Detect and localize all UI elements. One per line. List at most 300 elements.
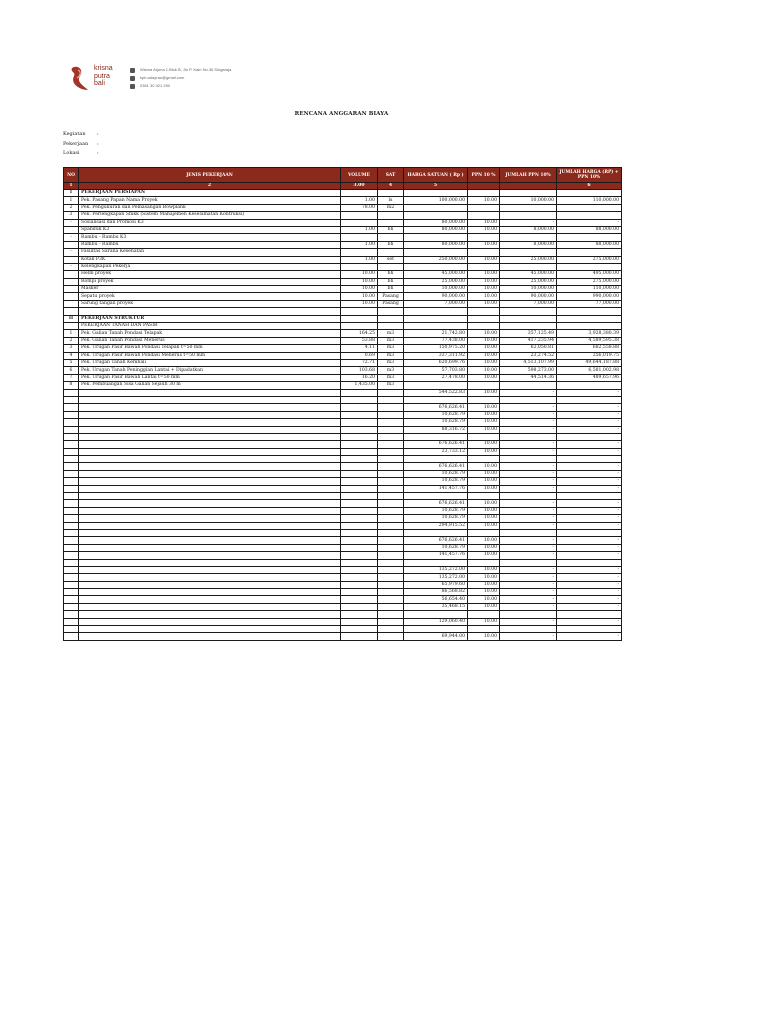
cell-ppn bbox=[468, 190, 500, 197]
table-row bbox=[64, 323, 622, 330]
cell-ppn: 10.00 bbox=[468, 574, 500, 581]
cell-jumlah-harga: - bbox=[557, 411, 622, 418]
cell-jenis bbox=[79, 589, 341, 596]
table-row bbox=[64, 271, 622, 278]
table-row bbox=[64, 596, 622, 603]
cell-no bbox=[64, 529, 79, 536]
cell-ppn: 10.00 bbox=[468, 404, 500, 411]
cell-no bbox=[64, 396, 79, 403]
cell-jumlah-ppn: 25,000.00 bbox=[500, 256, 557, 263]
cell-ppn: 10.00 bbox=[468, 507, 500, 514]
cell-jumlah-ppn: - bbox=[500, 426, 557, 433]
cell-no bbox=[64, 226, 79, 233]
cell-sat: Pasang bbox=[378, 293, 404, 300]
cell-jumlah-ppn: - bbox=[500, 404, 557, 411]
table-row bbox=[64, 359, 622, 366]
table-row bbox=[64, 566, 622, 573]
cell-jumlah-harga: - bbox=[557, 500, 622, 507]
cell-jumlah-harga: 275,000.00 bbox=[557, 278, 622, 285]
cell-volume bbox=[341, 219, 378, 226]
mail-icon bbox=[130, 76, 135, 81]
cell-harga: 23,733.12 bbox=[404, 448, 468, 455]
table-row bbox=[64, 485, 622, 492]
cell-jenis bbox=[79, 389, 341, 396]
cell-jenis bbox=[79, 566, 341, 573]
cell-volume bbox=[341, 485, 378, 492]
col-harga-satuan: HARGA SATUAN ( Rp ) bbox=[404, 168, 468, 183]
cell-ppn: 10.00 bbox=[468, 374, 500, 381]
col-ppn: PPN 10 % bbox=[468, 168, 500, 183]
cell-volume: 10.00 bbox=[341, 293, 378, 300]
cell-no bbox=[64, 566, 79, 573]
cell-ppn: 10.00 bbox=[468, 633, 500, 640]
cell-sat bbox=[378, 234, 404, 241]
cell-volume bbox=[341, 190, 378, 197]
cell-volume bbox=[341, 308, 378, 315]
table-row bbox=[64, 470, 622, 477]
cell-no: I bbox=[64, 190, 79, 197]
cell-jumlah-ppn: - bbox=[500, 470, 557, 477]
meta-lokasi: Lokasi : bbox=[63, 150, 99, 156]
cell-jenis bbox=[79, 470, 341, 477]
cell-no: 6 bbox=[64, 367, 79, 374]
cell-jumlah-ppn: 10,000.00 bbox=[500, 286, 557, 293]
cell-jumlah-harga: 3,928,380.39 bbox=[557, 330, 622, 337]
cell-harga: 65,979.60 bbox=[404, 581, 468, 588]
company-address: Wisma Arjuna 1.Blok B, Jln P. Kain No.36 Singaraja bbox=[140, 67, 232, 72]
cell-jumlah-ppn: - bbox=[500, 441, 557, 448]
cell-sat: bh bbox=[378, 226, 404, 233]
table-row bbox=[64, 286, 622, 293]
cell-jumlah-ppn bbox=[500, 234, 557, 241]
cell-harga: 35,468.15 bbox=[404, 603, 468, 610]
table-row bbox=[64, 367, 622, 374]
cell-volume bbox=[341, 433, 378, 440]
cell-no bbox=[64, 537, 79, 544]
cell-harga: 10,628.79 bbox=[404, 544, 468, 551]
cell-sat bbox=[378, 626, 404, 633]
cell-volume bbox=[341, 470, 378, 477]
cell-ppn: 10.00 bbox=[468, 352, 500, 359]
cell-no bbox=[64, 441, 79, 448]
cell-jenis: Pek. Urugan Pasir Bawah Pondasi Menerus t=50 mm bbox=[79, 352, 341, 359]
cell-sat bbox=[378, 507, 404, 514]
table-row bbox=[64, 478, 622, 485]
cell-jenis: Kelengkapan Pekerja bbox=[79, 263, 341, 270]
cell-sat bbox=[378, 448, 404, 455]
cell-sat bbox=[378, 463, 404, 470]
cell-harga: 676,626.41 bbox=[404, 463, 468, 470]
cell-ppn bbox=[468, 249, 500, 256]
cell-sat: m3 bbox=[378, 359, 404, 366]
cell-volume bbox=[341, 507, 378, 514]
cell-jumlah-harga bbox=[557, 323, 622, 330]
cell-sat bbox=[378, 500, 404, 507]
cell-jumlah-harga: 682,558.88 bbox=[557, 345, 622, 352]
cell-ppn: 10.00 bbox=[468, 566, 500, 573]
cell-jumlah-harga: 275,000.00 bbox=[557, 256, 622, 263]
cell-ppn bbox=[468, 493, 500, 500]
col-jenis-pekerjaan: JENIS PEKERJAAN bbox=[79, 168, 341, 183]
cell-volume bbox=[341, 323, 378, 330]
cell-ppn: 10.00 bbox=[468, 596, 500, 603]
cell-harga bbox=[404, 323, 468, 330]
cell-jumlah-harga: 489,657.96 bbox=[557, 374, 622, 381]
cell-sat bbox=[378, 529, 404, 536]
cell-no: 1 bbox=[64, 197, 79, 204]
cell-ppn: 10.00 bbox=[468, 419, 500, 426]
cell-volume: 164.25 bbox=[341, 330, 378, 337]
table-row bbox=[64, 411, 622, 418]
cell-volume bbox=[341, 529, 378, 536]
cell-no bbox=[64, 485, 79, 492]
cell-jenis: PEKERJAAN TANAH DAN PASIR bbox=[79, 323, 341, 330]
cell-jenis bbox=[79, 581, 341, 588]
cell-jumlah-harga: 495,000.00 bbox=[557, 271, 622, 278]
cell-sat bbox=[378, 249, 404, 256]
cell-no bbox=[64, 308, 79, 315]
cell-ppn: 10.00 bbox=[468, 589, 500, 596]
cell-volume: 1.00 bbox=[341, 241, 378, 248]
cell-volume bbox=[341, 633, 378, 640]
cell-jenis: PEKERJAAN STRUKTUR bbox=[79, 315, 341, 322]
table-row bbox=[64, 374, 622, 381]
cell-no: 4 bbox=[64, 352, 79, 359]
cell-jenis bbox=[79, 603, 341, 610]
cell-jenis bbox=[79, 404, 341, 411]
cell-no: 2 bbox=[64, 204, 79, 211]
cell-jenis: Spanduk K3 bbox=[79, 226, 341, 233]
cell-volume: 1,435.00 bbox=[341, 382, 378, 389]
cell-volume bbox=[341, 263, 378, 270]
cell-no bbox=[64, 507, 79, 514]
table-row bbox=[64, 463, 622, 470]
cell-harga: 69,944.00 bbox=[404, 633, 468, 640]
cell-jumlah-ppn: - bbox=[500, 500, 557, 507]
cell-sat bbox=[378, 404, 404, 411]
cell-ppn: 10.00 bbox=[468, 470, 500, 477]
table-row bbox=[64, 456, 622, 463]
cell-harga bbox=[404, 190, 468, 197]
cell-jumlah-ppn bbox=[500, 456, 557, 463]
col-no: NO bbox=[64, 168, 79, 183]
cell-harga: 141,457.76 bbox=[404, 552, 468, 559]
cell-volume bbox=[341, 448, 378, 455]
cell-volume: 10.00 bbox=[341, 271, 378, 278]
table-row bbox=[64, 404, 622, 411]
cell-jumlah-harga bbox=[557, 315, 622, 322]
cell-no bbox=[64, 589, 79, 596]
col-jumlah-ppn: JUMLAH PPN 10% bbox=[500, 168, 557, 183]
cell-ppn: 10.00 bbox=[468, 293, 500, 300]
cell-jumlah-ppn: 8,000.00 bbox=[500, 241, 557, 248]
cell-volume: 53.88 bbox=[341, 337, 378, 344]
cell-volume: 10.00 bbox=[341, 286, 378, 293]
cell-no bbox=[64, 448, 79, 455]
document-title: RENCANA ANGGARAN BIAYA bbox=[294, 111, 389, 117]
table-row bbox=[64, 426, 622, 433]
cell-jumlah-harga: 77,000.00 bbox=[557, 300, 622, 307]
cell-jumlah-ppn: - bbox=[500, 485, 557, 492]
table-row bbox=[64, 618, 622, 625]
table-row bbox=[64, 278, 622, 285]
cell-jumlah-ppn bbox=[500, 493, 557, 500]
cell-volume bbox=[341, 611, 378, 618]
cell-jenis: Fasilitas Sarana Kesehatan bbox=[79, 249, 341, 256]
cell-jumlah-harga: - bbox=[557, 219, 622, 226]
cell-jumlah-harga: - bbox=[557, 389, 622, 396]
cell-jumlah-harga bbox=[557, 493, 622, 500]
cell-sat bbox=[378, 308, 404, 315]
cell-ppn: 10.00 bbox=[468, 286, 500, 293]
cell-ppn: 10.00 bbox=[468, 537, 500, 544]
cell-jumlah-ppn bbox=[500, 308, 557, 315]
cell-jenis: Pek. Galian Tanah Pondasi Telapak bbox=[79, 330, 341, 337]
cell-sat bbox=[378, 596, 404, 603]
cell-jenis bbox=[79, 433, 341, 440]
cell-volume bbox=[341, 500, 378, 507]
cell-volume bbox=[341, 315, 378, 322]
cell-harga bbox=[404, 456, 468, 463]
cell-no bbox=[64, 633, 79, 640]
cell-sat bbox=[378, 552, 404, 559]
cell-jumlah-ppn: 598,273.00 bbox=[500, 367, 557, 374]
cell-no: 3 bbox=[64, 212, 79, 219]
cell-harga: 676,626.41 bbox=[404, 537, 468, 544]
cell-jumlah-ppn bbox=[500, 249, 557, 256]
cell-jumlah-harga: - bbox=[557, 633, 622, 640]
table-row bbox=[64, 190, 622, 197]
cell-ppn: 10.00 bbox=[468, 278, 500, 285]
cell-jumlah-ppn: 7,000.00 bbox=[500, 300, 557, 307]
cell-sat bbox=[378, 618, 404, 625]
cell-jumlah-ppn: - bbox=[500, 574, 557, 581]
cell-jumlah-harga: 256,019.75 bbox=[557, 352, 622, 359]
cell-no bbox=[64, 286, 79, 293]
cell-jumlah-harga bbox=[557, 308, 622, 315]
cell-sat: m3 bbox=[378, 382, 404, 389]
cell-harga: 80,000.00 bbox=[404, 219, 468, 226]
cell-jumlah-ppn: - bbox=[500, 463, 557, 470]
cell-no bbox=[64, 544, 79, 551]
cell-ppn: 10.00 bbox=[468, 226, 500, 233]
cell-volume bbox=[341, 234, 378, 241]
cell-no: 2 bbox=[64, 337, 79, 344]
cell-jumlah-harga bbox=[557, 263, 622, 270]
cell-ppn: 10.00 bbox=[468, 411, 500, 418]
cell-sat: set bbox=[378, 256, 404, 263]
cell-jenis bbox=[79, 411, 341, 418]
cell-volume bbox=[341, 426, 378, 433]
cell-volume: 72.71 bbox=[341, 359, 378, 366]
table-row bbox=[64, 212, 622, 219]
table-row bbox=[64, 448, 622, 455]
cell-jumlah-ppn bbox=[500, 396, 557, 403]
table-row bbox=[64, 515, 622, 522]
cell-volume bbox=[341, 478, 378, 485]
cell-sat bbox=[378, 574, 404, 581]
cell-jenis bbox=[79, 522, 341, 529]
cell-jenis bbox=[79, 537, 341, 544]
budget-table-body bbox=[64, 190, 622, 641]
cell-jumlah-ppn: - bbox=[500, 478, 557, 485]
cell-ppn: 10.00 bbox=[468, 544, 500, 551]
table-row bbox=[64, 419, 622, 426]
cell-sat bbox=[378, 315, 404, 322]
cell-harga bbox=[404, 249, 468, 256]
cell-ppn: 10.00 bbox=[468, 219, 500, 226]
cell-no: - bbox=[64, 263, 79, 270]
cell-sat bbox=[378, 566, 404, 573]
table-row bbox=[64, 249, 622, 256]
meta-pekerjaan: Pekerjaan : bbox=[63, 140, 99, 147]
cell-ppn bbox=[468, 626, 500, 633]
cell-jenis bbox=[79, 456, 341, 463]
cell-sat bbox=[378, 515, 404, 522]
cell-jenis: Pek. Pasang Papan Nama Proyek bbox=[79, 197, 341, 204]
cell-jumlah-ppn: - bbox=[500, 448, 557, 455]
cell-jenis: Rambu - Rambu bbox=[79, 241, 341, 248]
cell-harga bbox=[404, 433, 468, 440]
cell-harga: 250,000.00 bbox=[404, 256, 468, 263]
cell-no bbox=[64, 463, 79, 470]
cell-sat: m3 bbox=[378, 367, 404, 374]
cell-jumlah-ppn: 90,000.00 bbox=[500, 293, 557, 300]
cell-volume bbox=[341, 515, 378, 522]
cell-jumlah-harga: - bbox=[557, 552, 622, 559]
cell-sat bbox=[378, 470, 404, 477]
table-row bbox=[64, 441, 622, 448]
table-row bbox=[64, 263, 622, 270]
table-row bbox=[64, 352, 622, 359]
cell-sat: ls bbox=[378, 197, 404, 204]
cell-jumlah-harga: - bbox=[557, 470, 622, 477]
cell-jumlah-ppn: - bbox=[500, 633, 557, 640]
cell-jenis: Helm proyek bbox=[79, 271, 341, 278]
cell-sat bbox=[378, 603, 404, 610]
cell-jenis: Pek. Urugan Tanah Kembali bbox=[79, 359, 341, 366]
cell-harga: 77,438.00 bbox=[404, 337, 468, 344]
cell-no bbox=[64, 300, 79, 307]
cell-harga bbox=[404, 396, 468, 403]
cell-sat bbox=[378, 589, 404, 596]
cell-jumlah-harga: 990,000.00 bbox=[557, 293, 622, 300]
cell-ppn: 10.00 bbox=[468, 441, 500, 448]
cell-volume bbox=[341, 544, 378, 551]
cell-sat bbox=[378, 522, 404, 529]
cell-harga: 10,628.79 bbox=[404, 507, 468, 514]
budget-table bbox=[63, 167, 622, 641]
cell-jumlah-harga: - bbox=[557, 537, 622, 544]
cell-ppn bbox=[468, 529, 500, 536]
cell-jumlah-ppn: 10,000.00 bbox=[500, 197, 557, 204]
table-row bbox=[64, 522, 622, 529]
cell-volume bbox=[341, 566, 378, 573]
cell-harga: 10,628.79 bbox=[404, 478, 468, 485]
cell-harga: 10,628.79 bbox=[404, 411, 468, 418]
cell-sat bbox=[378, 559, 404, 566]
table-row bbox=[64, 581, 622, 588]
cell-jumlah-ppn bbox=[500, 626, 557, 633]
cell-jumlah-ppn: - bbox=[500, 544, 557, 551]
cell-ppn: 10.00 bbox=[468, 359, 500, 366]
cell-volume bbox=[341, 618, 378, 625]
cell-ppn: 10.00 bbox=[468, 330, 500, 337]
cell-jenis bbox=[79, 559, 341, 566]
cell-no bbox=[64, 271, 79, 278]
cell-jenis bbox=[79, 396, 341, 403]
cell-sat: Pasang bbox=[378, 300, 404, 307]
cell-jenis bbox=[79, 633, 341, 640]
cell-jenis bbox=[79, 552, 341, 559]
cell-no bbox=[64, 323, 79, 330]
cell-harga bbox=[404, 263, 468, 270]
cell-sat bbox=[378, 212, 404, 219]
cell-volume bbox=[341, 596, 378, 603]
cell-jumlah-harga bbox=[557, 456, 622, 463]
cell-jenis bbox=[79, 618, 341, 625]
cell-volume bbox=[341, 559, 378, 566]
cell-jenis: Rompi proyek bbox=[79, 278, 341, 285]
cell-sat bbox=[378, 611, 404, 618]
cell-ppn bbox=[468, 456, 500, 463]
cell-harga: 57,703.80 bbox=[404, 367, 468, 374]
table-row bbox=[64, 552, 622, 559]
table-row bbox=[64, 574, 622, 581]
cell-no bbox=[64, 611, 79, 618]
cell-jenis bbox=[79, 544, 341, 551]
cell-no bbox=[64, 626, 79, 633]
cell-sat bbox=[378, 441, 404, 448]
cell-ppn bbox=[468, 263, 500, 270]
table-row bbox=[64, 603, 622, 610]
table-row bbox=[64, 293, 622, 300]
cell-harga: 10,628.79 bbox=[404, 470, 468, 477]
table-row bbox=[64, 529, 622, 536]
cell-jenis bbox=[79, 308, 341, 315]
cell-volume bbox=[341, 389, 378, 396]
table-row bbox=[64, 611, 622, 618]
cell-no bbox=[64, 419, 79, 426]
cell-jumlah-ppn: 8,000.00 bbox=[500, 226, 557, 233]
cell-ppn: 10.00 bbox=[468, 500, 500, 507]
cell-no bbox=[64, 552, 79, 559]
cell-sat bbox=[378, 411, 404, 418]
cell-jenis bbox=[79, 463, 341, 470]
cell-sat: m3 bbox=[378, 345, 404, 352]
logo-emblem-icon bbox=[68, 64, 90, 92]
cell-volume: 1.00 bbox=[341, 226, 378, 233]
cell-no bbox=[64, 500, 79, 507]
cell-ppn: 10.00 bbox=[468, 241, 500, 248]
cell-jumlah-harga bbox=[557, 212, 622, 219]
cell-jumlah-harga: - bbox=[557, 404, 622, 411]
cell-ppn: 10.00 bbox=[468, 345, 500, 352]
cell-jumlah-ppn bbox=[500, 204, 557, 211]
cell-no bbox=[64, 574, 79, 581]
cell-jumlah-ppn: 23,274.52 bbox=[500, 352, 557, 359]
cell-no bbox=[64, 470, 79, 477]
cell-jumlah-ppn: - bbox=[500, 589, 557, 596]
cell-harga: 676,626.41 bbox=[404, 441, 468, 448]
cell-jenis: Kotak P3K bbox=[79, 256, 341, 263]
cell-volume bbox=[341, 404, 378, 411]
cell-no bbox=[64, 456, 79, 463]
cell-harga: 25,000.00 bbox=[404, 278, 468, 285]
cell-harga bbox=[404, 559, 468, 566]
cell-jenis: Pek. Galian Tanah Pondasi Menerus bbox=[79, 337, 341, 344]
table-row bbox=[64, 300, 622, 307]
